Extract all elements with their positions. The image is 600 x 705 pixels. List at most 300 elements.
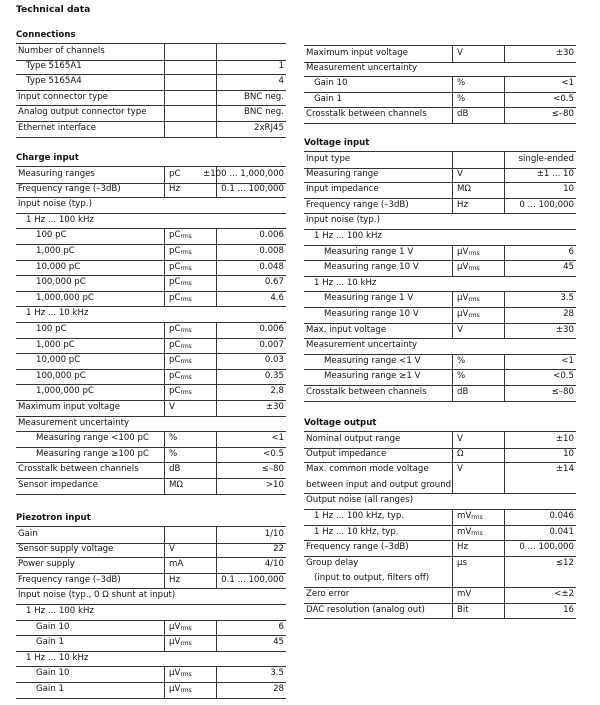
column-divider bbox=[504, 509, 505, 525]
row-label: 1 Hz ... 100 kHz bbox=[26, 214, 94, 225]
column-divider bbox=[164, 167, 165, 183]
row-label: Ethernet interface bbox=[18, 123, 97, 133]
row-label: Measuring range ≥100 pC bbox=[36, 448, 149, 459]
row-unit bbox=[169, 322, 192, 339]
column-divider bbox=[216, 322, 217, 338]
row-unit bbox=[169, 431, 177, 447]
table-row bbox=[304, 61, 576, 78]
row-label: Group delay bbox=[306, 557, 359, 568]
table-row bbox=[16, 353, 286, 370]
row-label: 1 Hz ... 10 kHz, typ. bbox=[314, 526, 399, 537]
row-unit bbox=[169, 478, 183, 494]
row-value: ±10 bbox=[555, 434, 574, 444]
column-divider bbox=[164, 291, 165, 307]
table-row bbox=[16, 416, 286, 433]
section-title: Voltage input bbox=[304, 138, 370, 148]
row-unit bbox=[169, 275, 192, 292]
row-label: Power supply bbox=[18, 559, 76, 570]
unit-text: μV bbox=[169, 668, 181, 679]
unit-text: μV bbox=[169, 637, 181, 648]
unit-text: mA bbox=[169, 559, 184, 570]
column-divider bbox=[452, 525, 453, 541]
row-label: Analog output connector type bbox=[18, 107, 147, 118]
column-divider bbox=[216, 105, 217, 121]
row-unit bbox=[457, 525, 483, 542]
column-divider bbox=[164, 105, 165, 121]
row-label: Measuring range 10 V bbox=[324, 262, 419, 273]
column-divider bbox=[164, 275, 165, 291]
row-label-continuation: between input and output ground bbox=[306, 479, 452, 490]
column-divider bbox=[216, 260, 217, 276]
unit-text: Bit bbox=[457, 604, 469, 615]
row-unit bbox=[457, 462, 463, 478]
column-divider bbox=[452, 540, 453, 556]
row-label: Type 5165A1 bbox=[26, 60, 82, 71]
unit-text: % bbox=[169, 448, 178, 459]
table-row bbox=[16, 228, 286, 245]
row-value: <±2 bbox=[554, 589, 574, 599]
unit-text: pC bbox=[169, 324, 181, 334]
table-row-continuation bbox=[304, 571, 576, 588]
column-divider bbox=[504, 152, 505, 168]
row-label: Sensor impedance bbox=[18, 480, 98, 490]
row-unit bbox=[457, 447, 464, 463]
column-divider bbox=[216, 478, 217, 494]
column-divider bbox=[216, 275, 217, 291]
table-row bbox=[16, 447, 286, 464]
unit-text: pC bbox=[169, 386, 181, 397]
column-divider bbox=[216, 59, 217, 75]
table-row bbox=[16, 431, 286, 448]
table-row bbox=[304, 338, 576, 355]
column-divider bbox=[504, 76, 505, 92]
row-unit bbox=[457, 260, 480, 277]
unit-subscript: rms bbox=[471, 529, 483, 537]
unit-text: V bbox=[457, 464, 463, 475]
row-unit bbox=[457, 182, 471, 198]
row-label: Max. input voltage bbox=[306, 324, 387, 335]
unit-text: % bbox=[457, 355, 466, 366]
table-row bbox=[16, 275, 286, 292]
column-divider bbox=[164, 228, 165, 244]
row-label: Output noise (all ranges) bbox=[306, 495, 414, 506]
row-value: 28 bbox=[563, 309, 574, 319]
unit-subscript: rms bbox=[180, 358, 192, 366]
row-label: Measuring range ≥1 V bbox=[324, 371, 421, 382]
row-value: 10 bbox=[563, 448, 574, 459]
unit-subscript: rms bbox=[180, 342, 192, 350]
table-row bbox=[304, 603, 576, 620]
column-divider bbox=[164, 182, 165, 198]
unit-text: dB bbox=[457, 387, 469, 397]
row-label: Input connector type bbox=[18, 91, 108, 102]
row-label: Gain 1 bbox=[36, 684, 64, 694]
row-unit bbox=[457, 92, 465, 108]
unit-text: Hz bbox=[169, 183, 180, 194]
column-divider bbox=[216, 90, 217, 106]
column-divider bbox=[164, 369, 165, 385]
row-label: Crosstalk between channels bbox=[306, 109, 427, 120]
row-unit bbox=[457, 556, 467, 572]
row-label: Frequency range (–3dB) bbox=[306, 542, 409, 553]
table-row bbox=[304, 198, 576, 215]
row-label: Measuring range 1 V bbox=[324, 246, 414, 257]
unit-subscript: rms bbox=[468, 249, 480, 257]
column-divider bbox=[504, 46, 505, 62]
column-divider bbox=[452, 369, 453, 385]
row-label: 1 Hz ... 10 kHz bbox=[26, 308, 89, 319]
row-unit bbox=[457, 323, 463, 339]
row-unit bbox=[457, 587, 471, 603]
row-value: 3.5 bbox=[270, 668, 284, 679]
row-value: ±30 bbox=[265, 402, 284, 412]
row-value: 0.007 bbox=[259, 339, 284, 350]
table-row bbox=[304, 493, 576, 510]
unit-text: dB bbox=[457, 109, 469, 120]
column-divider bbox=[452, 198, 453, 214]
unit-subscript: rms bbox=[468, 312, 480, 319]
row-label: Crosstalk between channels bbox=[306, 387, 427, 397]
table-row bbox=[16, 588, 286, 605]
row-unit bbox=[169, 400, 175, 416]
table-row bbox=[304, 525, 576, 542]
row-label: 100,000 pC bbox=[36, 370, 86, 381]
table-row bbox=[16, 604, 286, 621]
table-row bbox=[16, 573, 286, 590]
row-label: Measuring range 10 V bbox=[324, 309, 419, 319]
table-row bbox=[16, 121, 286, 138]
unit-text: % bbox=[457, 93, 466, 104]
row-value: 45 bbox=[273, 637, 284, 648]
row-unit bbox=[169, 682, 192, 699]
row-value: 28 bbox=[273, 684, 284, 694]
row-label: Frequency range (–3dB) bbox=[18, 183, 121, 194]
row-label-continuation: (input to output, filters off) bbox=[314, 573, 430, 584]
column-divider bbox=[504, 260, 505, 276]
row-value: 2.8 bbox=[270, 386, 284, 397]
column-divider bbox=[452, 291, 453, 307]
table-row bbox=[16, 322, 286, 339]
row-value: 0.35 bbox=[264, 370, 284, 381]
column-divider bbox=[452, 167, 453, 183]
column-divider bbox=[164, 635, 165, 651]
section-title: Connections bbox=[16, 30, 76, 40]
row-value: 4.6 bbox=[270, 292, 284, 303]
row-value: 0.1 ... 100,000 bbox=[221, 574, 284, 585]
column-divider bbox=[452, 307, 453, 323]
row-unit bbox=[457, 432, 463, 448]
row-value: 0.03 bbox=[264, 355, 284, 366]
column-divider bbox=[216, 74, 217, 90]
section-title: Voltage output bbox=[304, 418, 377, 428]
section-title: Piezotron input bbox=[16, 513, 91, 523]
table-row bbox=[16, 384, 286, 401]
row-label: Input noise (typ., 0 Ω shunt at input) bbox=[18, 590, 176, 601]
row-label: Max. common mode voltage bbox=[306, 464, 429, 475]
table-row bbox=[16, 59, 286, 76]
unit-subscript: rms bbox=[180, 264, 192, 272]
column-divider bbox=[216, 431, 217, 447]
row-unit bbox=[457, 385, 468, 401]
unit-text: pC bbox=[169, 355, 181, 366]
row-value: 0.008 bbox=[259, 246, 284, 256]
table-row bbox=[304, 509, 576, 526]
row-value: single-ended bbox=[518, 154, 574, 164]
row-value: 1 bbox=[278, 60, 284, 71]
table-row bbox=[16, 478, 286, 495]
column-divider bbox=[216, 369, 217, 385]
column-divider bbox=[164, 478, 165, 494]
column-divider bbox=[504, 307, 505, 323]
row-value: 0.006 bbox=[259, 324, 284, 334]
row-value: 6 bbox=[568, 246, 574, 257]
table-row bbox=[304, 167, 576, 184]
row-value: <0.5 bbox=[553, 371, 574, 382]
unit-subscript: rms bbox=[471, 514, 483, 521]
column-divider bbox=[452, 76, 453, 92]
column-divider bbox=[452, 509, 453, 525]
unit-text: pC bbox=[169, 261, 181, 272]
table-row bbox=[16, 369, 286, 386]
column-divider bbox=[164, 384, 165, 400]
row-label: 1 Hz ... 100 kHz bbox=[26, 606, 94, 616]
column-divider bbox=[216, 44, 217, 60]
table-row bbox=[16, 651, 286, 668]
unit-text: V bbox=[169, 402, 175, 412]
table-row bbox=[16, 666, 286, 683]
row-label: Frequency range (–3dB) bbox=[306, 199, 409, 210]
column-divider bbox=[164, 447, 165, 463]
table-row-continuation bbox=[304, 478, 576, 495]
row-value: >10 bbox=[265, 480, 284, 490]
column-divider bbox=[504, 432, 505, 448]
table-row bbox=[304, 385, 576, 402]
column-divider bbox=[164, 542, 165, 558]
row-value: 0.67 bbox=[264, 277, 284, 288]
row-unit bbox=[457, 540, 468, 556]
column-divider bbox=[452, 385, 453, 401]
table-row bbox=[304, 307, 576, 324]
row-label: Number of channels bbox=[18, 46, 105, 56]
column-divider bbox=[216, 400, 217, 416]
unit-subscript: rms bbox=[180, 295, 192, 303]
row-label: 1,000,000 pC bbox=[36, 386, 94, 397]
column-divider bbox=[452, 323, 453, 339]
column-divider bbox=[452, 432, 453, 448]
column-divider bbox=[452, 603, 453, 619]
unit-text: Ω bbox=[457, 448, 464, 459]
row-unit bbox=[457, 245, 480, 262]
unit-text: pC bbox=[169, 277, 181, 288]
row-label: 1 Hz ... 100 kHz, typ. bbox=[314, 511, 405, 521]
row-value: <0.5 bbox=[553, 93, 574, 104]
column-divider bbox=[164, 74, 165, 90]
column-divider bbox=[452, 354, 453, 370]
column-divider bbox=[216, 353, 217, 369]
column-divider bbox=[216, 542, 217, 558]
row-unit bbox=[457, 307, 480, 324]
unit-subscript: rms bbox=[180, 280, 192, 288]
row-label: 100 pC bbox=[36, 324, 67, 334]
row-value: ±100 ... 1,000,000 bbox=[203, 169, 284, 179]
row-label: Gain 10 bbox=[36, 668, 70, 679]
column-divider bbox=[216, 121, 217, 137]
column-divider bbox=[164, 431, 165, 447]
row-unit bbox=[169, 666, 192, 683]
column-divider bbox=[164, 527, 165, 543]
column-divider bbox=[504, 540, 505, 556]
row-label: Input noise (typ.) bbox=[306, 215, 380, 226]
table-row bbox=[16, 182, 286, 199]
table-row bbox=[16, 197, 286, 214]
row-value: 1/10 bbox=[264, 529, 284, 539]
unit-text: MΩ bbox=[457, 184, 471, 195]
row-value: ≤–80 bbox=[551, 109, 574, 120]
table-row bbox=[16, 260, 286, 277]
row-unit bbox=[169, 244, 192, 261]
table-row bbox=[16, 338, 286, 355]
row-value: BNC neg. bbox=[244, 91, 284, 102]
row-unit bbox=[169, 620, 192, 637]
column-divider bbox=[164, 260, 165, 276]
row-label: Gain bbox=[18, 529, 38, 539]
row-value: 45 bbox=[563, 262, 574, 273]
row-value: 6 bbox=[278, 621, 284, 632]
column-divider bbox=[216, 620, 217, 636]
column-divider bbox=[164, 400, 165, 416]
unit-subscript: rms bbox=[180, 671, 192, 679]
table-row bbox=[304, 540, 576, 557]
unit-text: pC bbox=[169, 230, 181, 241]
row-label: Maximum input voltage bbox=[306, 48, 409, 58]
section-title: Charge input bbox=[16, 153, 79, 163]
unit-text: μV bbox=[169, 684, 181, 694]
row-value: 16 bbox=[563, 604, 574, 615]
row-unit bbox=[169, 573, 180, 589]
row-label: Type 5165A4 bbox=[26, 76, 82, 87]
table-row bbox=[16, 105, 286, 122]
unit-subscript: rms bbox=[180, 373, 192, 381]
column-divider bbox=[452, 46, 453, 62]
row-value: ≤12 bbox=[555, 557, 574, 568]
table-row bbox=[304, 76, 576, 93]
row-unit bbox=[457, 76, 465, 92]
table-row bbox=[304, 260, 576, 277]
row-value: 0 ... 100,000 bbox=[519, 542, 574, 553]
column-divider bbox=[164, 557, 165, 573]
row-value: BNC neg. bbox=[244, 107, 284, 118]
column-divider bbox=[504, 245, 505, 261]
column-divider bbox=[216, 244, 217, 260]
row-label: 100 pC bbox=[36, 230, 67, 241]
unit-text: % bbox=[457, 78, 466, 89]
table-row bbox=[16, 400, 286, 417]
row-unit bbox=[169, 182, 180, 198]
row-label: 100,000 pC bbox=[36, 277, 86, 288]
column-divider bbox=[164, 620, 165, 636]
row-unit bbox=[457, 167, 463, 183]
column-divider bbox=[504, 603, 505, 619]
table-row bbox=[304, 92, 576, 109]
unit-text: μV bbox=[169, 621, 181, 632]
row-label: Measuring range <100 pC bbox=[36, 433, 149, 444]
row-value: 0.046 bbox=[549, 511, 574, 521]
table-row bbox=[16, 90, 286, 107]
column-divider bbox=[504, 587, 505, 603]
unit-text: pC bbox=[169, 292, 181, 303]
table-row bbox=[304, 245, 576, 262]
row-label: Zero error bbox=[306, 589, 350, 599]
table-row bbox=[304, 587, 576, 604]
column-divider bbox=[504, 291, 505, 307]
column-divider bbox=[452, 245, 453, 261]
column-divider bbox=[164, 121, 165, 137]
unit-text: pC bbox=[169, 339, 181, 350]
row-unit bbox=[457, 354, 465, 370]
column-divider bbox=[216, 291, 217, 307]
row-label: 1,000,000 pC bbox=[36, 292, 94, 303]
column-divider bbox=[452, 260, 453, 276]
column-divider bbox=[504, 525, 505, 541]
row-value: 4 bbox=[278, 76, 284, 87]
row-label: 10,000 pC bbox=[36, 261, 81, 272]
table-row bbox=[304, 213, 576, 230]
column-divider bbox=[216, 527, 217, 543]
row-label: 1,000 pC bbox=[36, 246, 75, 256]
unit-subscript: rms bbox=[180, 624, 192, 632]
table-row bbox=[16, 291, 286, 308]
row-value: 10 bbox=[563, 184, 574, 195]
unit-text: % bbox=[169, 433, 178, 444]
row-label: Measurement uncertainty bbox=[306, 62, 418, 73]
column-divider bbox=[216, 557, 217, 573]
unit-subscript: rms bbox=[180, 389, 192, 397]
table-row bbox=[16, 557, 286, 574]
column-divider bbox=[216, 462, 217, 478]
row-label: Frequency range (–3dB) bbox=[18, 574, 121, 585]
unit-text: μV bbox=[457, 262, 469, 273]
unit-subscript: rms bbox=[180, 640, 192, 648]
row-unit bbox=[169, 635, 192, 652]
column-divider bbox=[216, 573, 217, 589]
table-row bbox=[304, 556, 576, 572]
column-divider bbox=[504, 198, 505, 214]
row-label: Measuring range bbox=[306, 168, 379, 179]
row-label: Output impedance bbox=[306, 448, 387, 459]
table-row bbox=[16, 462, 286, 479]
row-unit bbox=[169, 369, 192, 386]
unit-subscript: rms bbox=[468, 296, 480, 304]
table-row bbox=[16, 74, 286, 91]
column-divider bbox=[164, 44, 165, 60]
column-divider bbox=[216, 384, 217, 400]
row-value: 3.5 bbox=[560, 293, 574, 304]
row-value: 22 bbox=[273, 543, 284, 554]
row-unit bbox=[457, 291, 480, 308]
unit-text: pC bbox=[169, 246, 181, 256]
row-label: Measuring range <1 V bbox=[324, 355, 421, 366]
row-value: 4/10 bbox=[264, 559, 284, 570]
row-label: 10,000 pC bbox=[36, 355, 81, 366]
column-divider bbox=[164, 462, 165, 478]
row-value: 0.1 ... 100,000 bbox=[221, 183, 284, 194]
row-value: <1 bbox=[271, 433, 284, 444]
unit-text: V bbox=[457, 168, 463, 179]
column-divider bbox=[216, 635, 217, 651]
table-row bbox=[304, 323, 576, 340]
unit-text: % bbox=[457, 371, 466, 382]
row-unit bbox=[169, 542, 175, 558]
